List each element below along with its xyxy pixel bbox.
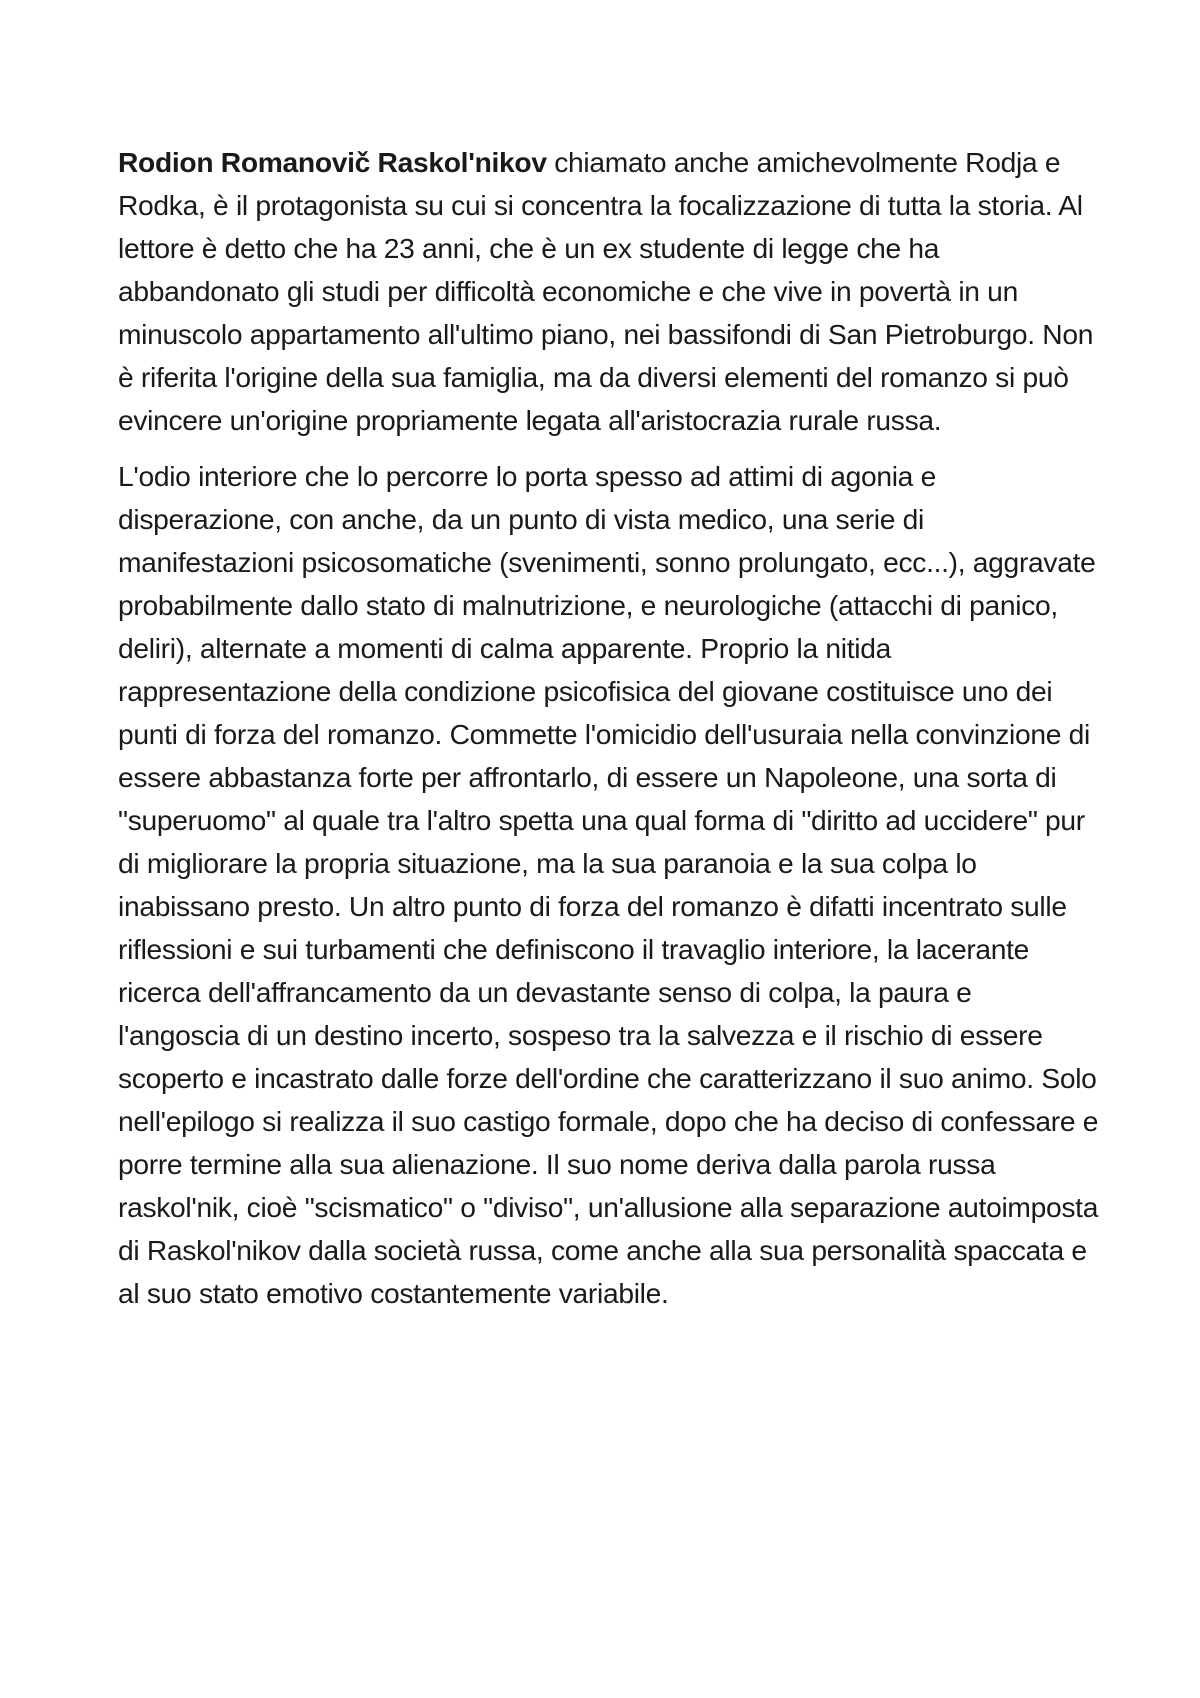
document-page (118, 141, 1100, 1328)
protagonist-name: Rodion Romanovič Raskol'nikov (118, 146, 547, 178)
paragraph-analysis: L'odio interiore che lo percorre lo porta spesso ad attimi di agonia e disperazione, con anche, da un punto di vista medico, una serie di manifestazioni psicosomatiche (svenimenti, sonno prolungato, ecc...), aggravate probabilmente dallo stato di malnutrizione, e neurologiche (attacchi di panico, deliri), alternate a momenti di calma apparente. Proprio la nitida rappresentazione della condizione psicofisica del giovane costituisce uno dei punti di forza del romanzo. Commette l'omicidio dell'usuraia nella convinzione di essere abbastanza forte per affrontarlo, di essere un Napoleone, una sorta di "superuomo" al quale tra l'altro spetta una qual forma di "diritto ad uccidere" pur di migliorare la propria situazione, ma la sua paranoia e la sua colpa lo inabissano presto. Un altro punto di forza del romanzo è difatti incentrato sulle riflessioni e sui turbamenti che definiscono il travaglio interiore, la lacerante ricerca dell'affrancamento da un devastante senso di colpa, la paura e l'angoscia di un destino incerto, sospeso tra la salvezza e il rischio di essere scoperto e incastrato dalle forze dell'ordine che caratterizzano il suo animo. Solo nell'epilogo si realizza il suo castigo formale, dopo che ha deciso di confessare e porre termine alla sua alienazione. Il suo nome deriva dalla parola russa raskol'nik, cioè "scismatico" o "diviso", un'allusione alla separazione autoimposta di Raskol'nikov dalla società russa, come anche alla sua personalità spaccata e al suo stato emotivo costantemente variabile. (118, 460, 1099, 1309)
paragraph-intro-text: chiamato anche amichevolmente Rodja e Rodka, è il protagonista su cui si concentra la focalizzazione di tutta la storia. Al lettore è detto che ha 23 anni, che è un ex studente di legge che ha abbandonato gli studi per difficoltà economiche e che vive in povertà in un minuscolo appartamento all'ultimo piano, nei bassifondi di San Pietroburgo. Non è riferita l'origine della sua famiglia, ma da diversi elementi del romanzo si può evincere un'origine propriamente legata all'aristocrazia rurale russa. (118, 146, 1094, 436)
paragraph-intro (118, 141, 1100, 442)
